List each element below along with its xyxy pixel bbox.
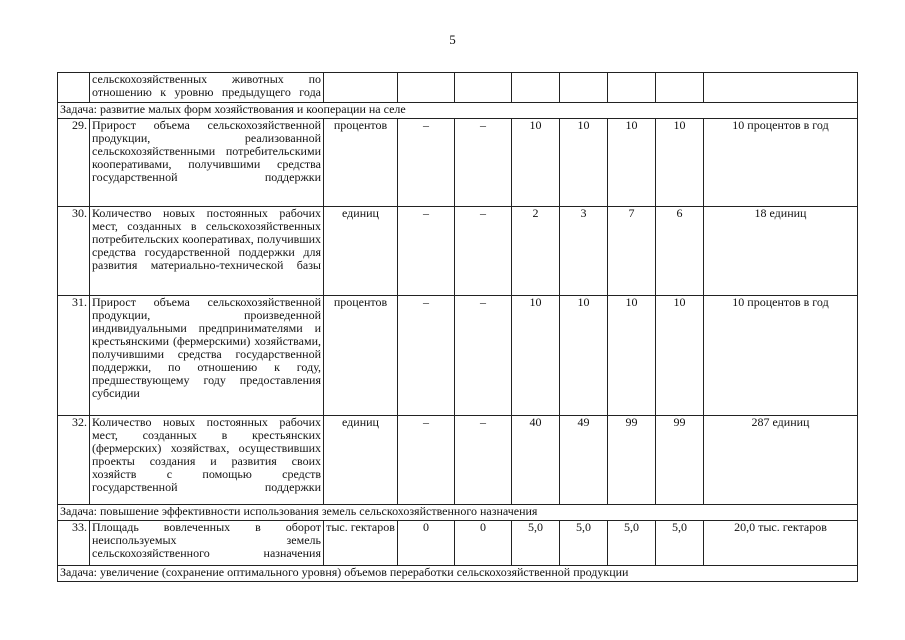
cell-num: 30. [58,207,90,296]
cell-total: 10 процентов в год [704,119,858,207]
cell-value: 0 [398,521,455,566]
cell-value: 10 [656,119,704,207]
cell-value: 10 [512,119,560,207]
cell-unit: процентов [324,296,398,416]
cell-unit: единиц [324,207,398,296]
cell-value: 7 [608,207,656,296]
table-row [58,521,858,566]
task-heading: Задача: развитие малых форм хозяйствования и кооперации на селе [58,103,858,119]
table-row [58,207,858,296]
cell-value: 99 [656,416,704,505]
cell-num: 31. [58,296,90,416]
cell-num: 33. [58,521,90,566]
page-number: 5 [449,32,456,47]
cell-value: – [455,296,512,416]
cell-unit: процентов [324,119,398,207]
cell-total: 18 единиц [704,207,858,296]
table-row [58,119,858,207]
cell-value: 5,0 [608,521,656,566]
cell-unit: тыс. гектаров [324,521,398,566]
cell-value: 5,0 [512,521,560,566]
cell-value: 10 [608,119,656,207]
table-row [58,296,858,416]
cell-value: 10 [608,296,656,416]
cell-value: – [455,416,512,505]
cell-num: 29. [58,119,90,207]
cell-indicator-name: сельскохозяйственных животных по отношению к уровню предыдущего года [90,73,324,103]
cell-value: 5,0 [560,521,608,566]
cell-value: 40 [512,416,560,505]
cell-total: 20,0 тыс. гектаров [704,521,858,566]
cell-value: – [398,296,455,416]
cell-indicator-name: Площадь вовлеченных в оборот неиспользуемых земель сельскохозяйственного назначения [90,521,324,566]
table-row [58,416,858,505]
cell-value: – [398,119,455,207]
cell-indicator-name: Количество новых постоянных рабочих мест, созданных в крестьянских (фермерских) хозяйствах, осуществивших проекты создания и развития своих хозяйств с помощью средств государственной поддержки [90,416,324,505]
cell-indicator-name: Количество новых постоянных рабочих мест, созданных в сельскохозяйственных потребительских кооперативах, получивших средства государственной поддержки для развития материально-технической базы [90,207,324,296]
cell-total: 287 единиц [704,416,858,505]
cell-value: 10 [656,296,704,416]
cell-unit: единиц [324,416,398,505]
table-row-continuation [58,73,858,103]
task-row [58,103,858,119]
cell-value: 3 [560,207,608,296]
task-row [58,505,858,521]
indicators-table [57,72,858,582]
cell-value: – [455,207,512,296]
cell-value: 2 [512,207,560,296]
cell-value: 0 [455,521,512,566]
cell-value: – [398,416,455,505]
cell-indicator-name: Прирост объема сельскохозяйственной продукции, произведенной индивидуальными предпринимателями и крестьянскими (фермерскими) хозяйствами, получившими средства государственной поддержки, по отношению к году, предшествующему году предоставления субсидии [90,296,324,416]
cell-value: 10 [560,296,608,416]
cell-num [58,73,90,103]
task-row [58,566,858,582]
cell-value: 10 [512,296,560,416]
cell-value: – [455,119,512,207]
cell-num: 32. [58,416,90,505]
cell-value: 5,0 [656,521,704,566]
task-heading: Задача: повышение эффективности использования земель сельскохозяйственного назначения [58,505,858,521]
cell-total: 10 процентов в год [704,296,858,416]
cell-indicator-name: Прирост объема сельскохозяйственной продукции, реализованной сельскохозяйственными потребительскими кооперативами, получившими средства государственной поддержки [90,119,324,207]
cell-value: 99 [608,416,656,505]
cell-value: – [398,207,455,296]
cell-value: 49 [560,416,608,505]
task-heading: Задача: увеличение (сохранение оптимального уровня) объемов переработки сельскохозяйственной продукции [58,566,858,582]
cell-value: 10 [560,119,608,207]
cell-value: 6 [656,207,704,296]
